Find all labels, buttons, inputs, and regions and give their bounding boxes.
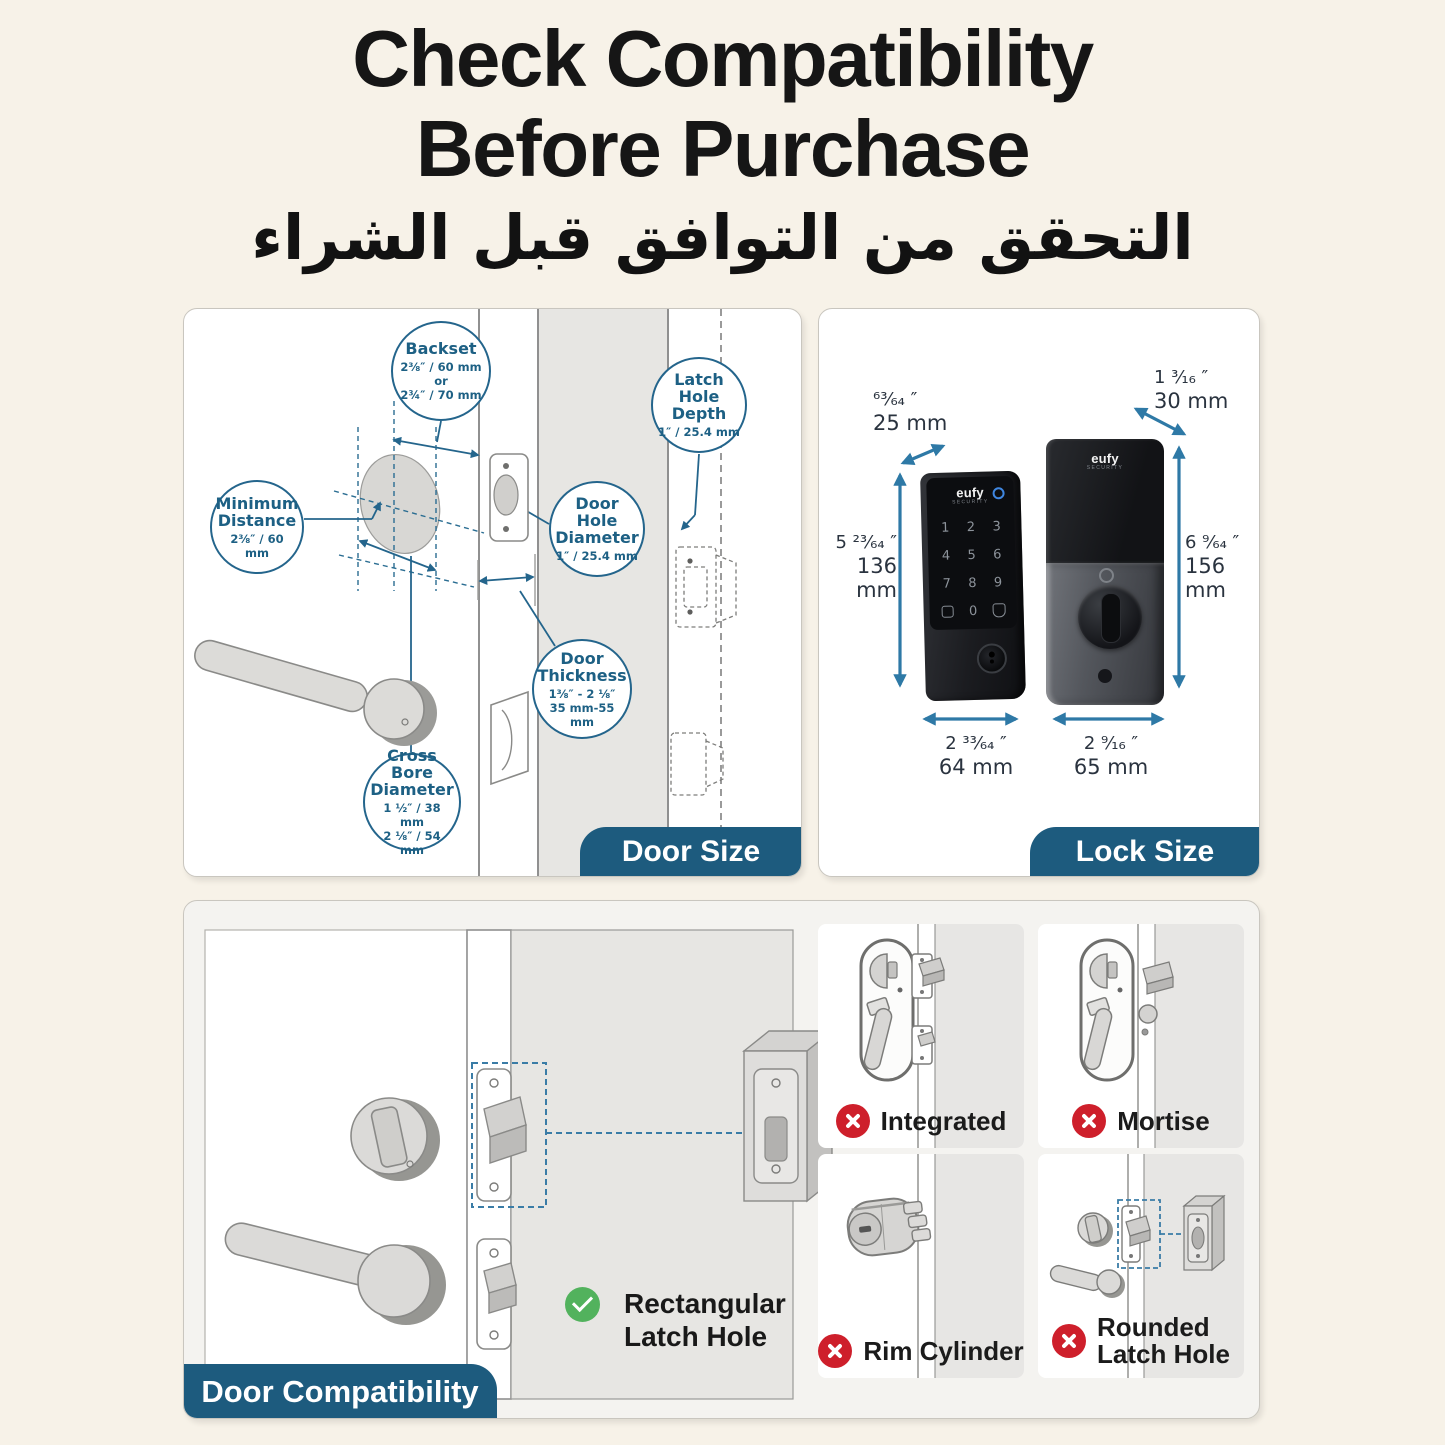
brand-text: eufy bbox=[1091, 451, 1119, 466]
title-line1: Check Compatibility bbox=[352, 14, 1093, 103]
lower-strike-plate bbox=[477, 1239, 516, 1349]
callout-value: 2⅜″ / 60 mm bbox=[230, 531, 284, 560]
compatible-label-line2: Latch Hole bbox=[624, 1321, 768, 1352]
key-3: 3 bbox=[992, 518, 1001, 534]
callout-cross-bore-diameter bbox=[363, 746, 461, 857]
lever-handle bbox=[191, 637, 437, 746]
measure-interior-height: 6 ⁹⁄₆₄ ″ 156 mm bbox=[1185, 532, 1240, 602]
title-line2: Before Purchase bbox=[415, 104, 1030, 193]
callout-door-thickness bbox=[532, 639, 632, 739]
incompatible-label: Integrated bbox=[818, 1104, 1024, 1138]
latch-pocket bbox=[491, 692, 528, 784]
check-icon bbox=[565, 1287, 600, 1322]
brand-text: eufy bbox=[956, 484, 985, 501]
lock-icon bbox=[941, 606, 953, 618]
callout-value: 1⅜″ - 2 ⅛″ bbox=[548, 686, 616, 701]
thumbturn bbox=[1078, 585, 1142, 649]
callout-title: Cross Bore Diameter bbox=[370, 746, 454, 799]
key-1: 1 bbox=[940, 520, 950, 536]
key-5: 5 bbox=[967, 547, 977, 563]
callout-value: 1″ / 25.4 mm bbox=[556, 549, 638, 563]
door-compatibility-panel bbox=[183, 900, 1260, 1419]
incompatible-card-integrated bbox=[818, 924, 1024, 1148]
door-compatibility-badge: Door Compatibility bbox=[183, 1364, 497, 1419]
incompatible-card-rounded-latch-hole bbox=[1038, 1154, 1244, 1378]
callout-title: Backset bbox=[405, 339, 477, 358]
key-8: 8 bbox=[968, 575, 977, 591]
callout-title: Door Thickness bbox=[537, 648, 627, 685]
key-0: 0 bbox=[968, 603, 978, 619]
measure-keypad-height: 5 ²³⁄₆₄ ″ 136 mm bbox=[835, 532, 897, 602]
cross-icon bbox=[818, 1334, 852, 1368]
callout-latch-hole-depth bbox=[651, 357, 747, 453]
fingerprint-icon bbox=[1099, 568, 1114, 583]
cross-icon bbox=[1072, 1104, 1106, 1138]
incompatible-label: Rounded Latch Hole bbox=[1038, 1314, 1244, 1368]
keypad-screen bbox=[926, 476, 1017, 630]
callout-minimum-distance bbox=[210, 480, 304, 574]
callout-value: 2 ⅛″ / 54 mm bbox=[383, 829, 441, 857]
interior-lock bbox=[1046, 439, 1164, 705]
reset-button bbox=[1098, 669, 1112, 683]
brand-logo bbox=[1046, 452, 1164, 471]
measure-keypad-depth: ⁶³⁄₆₄ ″ 25 mm bbox=[873, 389, 948, 435]
callout-value: 35 mm-55 mm bbox=[549, 700, 615, 729]
compatible-item bbox=[565, 1287, 786, 1353]
callout-title: Latch Hole Depth bbox=[671, 370, 727, 423]
key-2: 2 bbox=[966, 519, 976, 535]
callout-title: Minimum Distance bbox=[215, 493, 299, 530]
brand-subtext: SECURITY bbox=[1086, 465, 1124, 471]
compatible-label-line1: Rectangular bbox=[624, 1288, 786, 1319]
door-size-panel bbox=[183, 308, 802, 877]
callout-backset bbox=[391, 321, 491, 421]
key-7: 7 bbox=[942, 576, 952, 592]
callout-value: 1 ½″ / 38 mm bbox=[383, 801, 441, 829]
callout-value: 2⅜″ / 60 mm or bbox=[400, 360, 482, 388]
door-edge-strip bbox=[538, 309, 668, 876]
interior-lock-top bbox=[1046, 439, 1164, 563]
shield-check-icon bbox=[992, 603, 1005, 617]
callout-title: Door Hole Diameter bbox=[555, 494, 639, 547]
cross-icon bbox=[836, 1104, 870, 1138]
lock-size-badge: Lock Size bbox=[1030, 827, 1260, 877]
measure-interior-depth: 1 ³⁄₁₆ ″ 30 mm bbox=[1154, 367, 1229, 413]
brand-subtext: SECURITY bbox=[951, 498, 989, 506]
latch-outline-dashed bbox=[671, 547, 736, 795]
measure-keypad-width: 2 ³³⁄₆₄ ″ 64 mm bbox=[938, 733, 1014, 779]
callout-door-hole-diameter bbox=[549, 481, 645, 577]
incompatible-card-rim-cylinder bbox=[818, 1154, 1024, 1378]
title-arabic: التحقق من التوافق قبل الشراء bbox=[251, 201, 1194, 274]
callout-value: 2¾″ / 70 mm bbox=[400, 388, 482, 402]
callout-value: 1″ / 25.4 mm bbox=[658, 425, 740, 439]
door-size-badge: Door Size bbox=[580, 827, 802, 877]
incompatible-label: Rim Cylinder bbox=[818, 1334, 1024, 1368]
incompatible-label: Mortise bbox=[1038, 1104, 1244, 1138]
key-4: 4 bbox=[941, 548, 951, 564]
cross-icon bbox=[1052, 1324, 1086, 1358]
key-9: 9 bbox=[993, 574, 1003, 590]
key-6: 6 bbox=[993, 546, 1002, 562]
keypad-keys bbox=[932, 512, 1012, 626]
incompatible-card-mortise bbox=[1038, 924, 1244, 1148]
lock-size-panel bbox=[818, 308, 1260, 877]
keypad-lock bbox=[920, 471, 1026, 702]
strike-plate bbox=[490, 454, 528, 541]
cross-bore-hole bbox=[350, 446, 450, 562]
title-block bbox=[0, 14, 1445, 282]
measure-interior-width: 2 ⁹⁄₁₆ ″ 65 mm bbox=[1073, 733, 1149, 779]
